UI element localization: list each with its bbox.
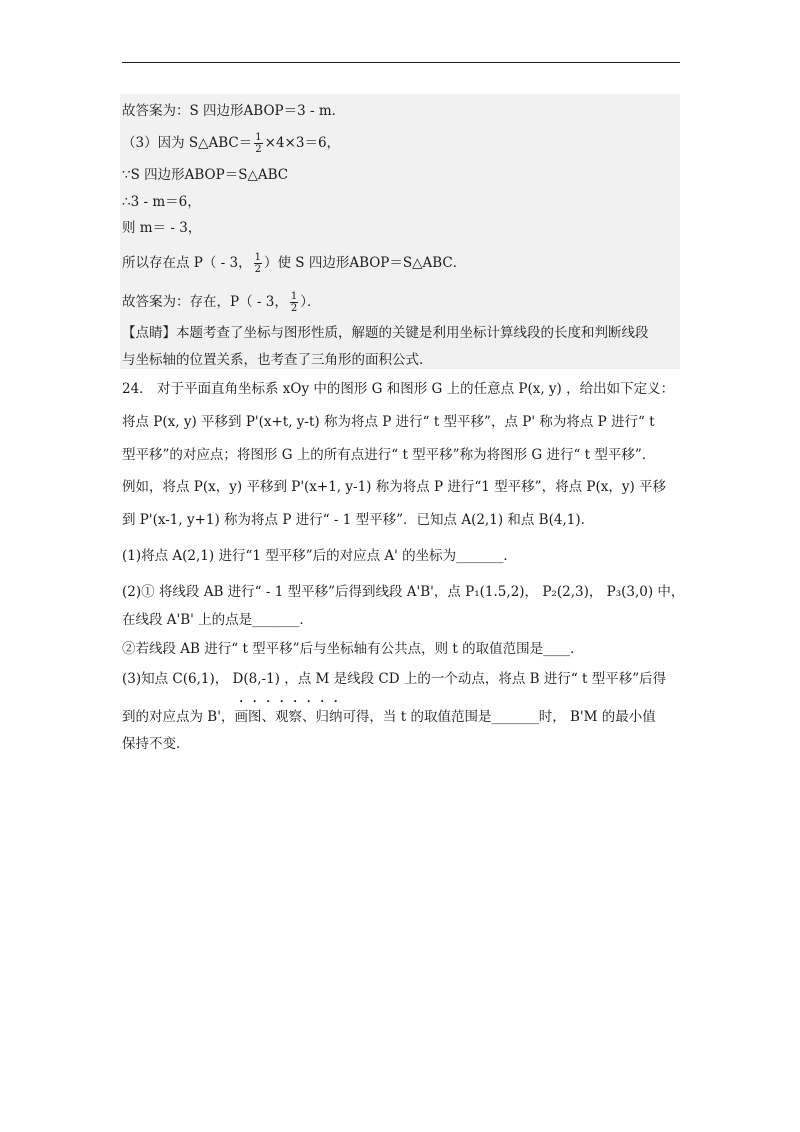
emphasis-char: 归 <box>315 709 329 725</box>
emphasis-char: 画 <box>234 709 248 725</box>
question-3-line-3: 保持不变． <box>122 736 190 752</box>
solution-line-2: （3）因为 S△ABC＝ $\frac{1}{2}$ ×4×3＝6， <box>122 132 341 155</box>
header-rule <box>122 62 680 63</box>
emphasis-char: 纳 <box>328 709 343 725</box>
comment-line-2: 与坐标轴的位置关系，也考查了三角形的面积公式． <box>122 352 433 368</box>
fraction: $\frac{1}{2}$ <box>290 291 298 314</box>
solution-line-6: 所以存在点 P（ - 3， $\frac{1}{2}$ ）使 S 四边形ABOP＝S△ABC． <box>122 252 467 275</box>
emphasis-char: 察 <box>288 709 302 725</box>
problem-line-4: 例如，将点 P(x，y) 平移到 P'(x+1, y-1) 称为将点 P 进行“1 型平移”，将点 P(x，y) 平移 <box>122 479 667 495</box>
solution-line-7: 故答案为：存在，P（ - 3， $\frac{1}{2}$ ）． <box>122 291 321 314</box>
question-2-part-1: (2)① 将线段 AB 进行“ - 1 型平移”后得到线段 A'B'，点 P₁(1.5,2)， P₂(2,3)， P₃(3,0) 中， <box>122 584 685 600</box>
solution-line-1: 故答案为：S 四边形ABOP＝3 - m． <box>122 103 346 119</box>
solution-line-4: ∴3 - m＝6， <box>122 194 201 210</box>
solution-line-5: 则 m＝ - 3， <box>122 220 202 236</box>
question-3-line-1: (3)知点 C(6,1)， D(8,-1) ，点 M 是线段 CD 上的一个动点，将点 B 进行“ t 型平移”后得 <box>122 671 667 687</box>
fraction: $\frac{1}{2}$ <box>255 132 262 155</box>
problem-line-5: 到 P'(x-1, y+1) 称为将点 P 进行“ - 1 型平移”．已知点 A(2,1) 和点 B(4,1)． <box>122 512 595 528</box>
question-2-part-2: ②若线段 AB 进行“ t 型平移”后与坐标轴有公共点，则 t 的取值范围是____． <box>122 641 584 657</box>
question-3-line-2: 到的对应点为 B'，画图• 、观察• 、归纳可得，当 t 的取值范围是_______时， B'M 的最小值 <box>122 708 656 726</box>
emphasis-char: • 、 <box>261 708 275 726</box>
emphasis-char: 观 <box>274 709 289 725</box>
problem-line-1: 24． 对于平面直角坐标系 xOy 中的图形 G 和图形 G 上的任意点 P(x, y) ，给出如下定义： <box>122 381 675 397</box>
question-1: (1)将点 A(2,1) 进行“1 型平移”后的对应点 A' 的坐标为_______． <box>122 548 517 564</box>
emphasis-char: 图 <box>247 709 262 725</box>
question-2-part-1-cont: 在线段 A'B' 上的点是_______． <box>122 612 313 628</box>
comment-line-1: 【点睛】本题考查了坐标与图形性质，解题的关键是利用坐标计算线段的长度和判断线段 <box>122 325 649 341</box>
solution-line-3: ∵S 四边形ABOP＝S△ABC <box>122 167 289 183</box>
problem-line-2: 将点 P(x, y) 平移到 P'(x+t, y-t) 称为将点 P 进行“ t 型平移”，点 P' 称为将点 P 进行“ t <box>122 414 655 430</box>
emphasis-char: • 、 <box>302 708 316 726</box>
problem-line-3: 型平移”的对应点；将图形 G 上的所有点进行“ t 型平移”称为将图形 G 进行“ t 型平移”． <box>122 447 656 463</box>
fraction: $\frac{1}{2}$ <box>254 252 261 275</box>
